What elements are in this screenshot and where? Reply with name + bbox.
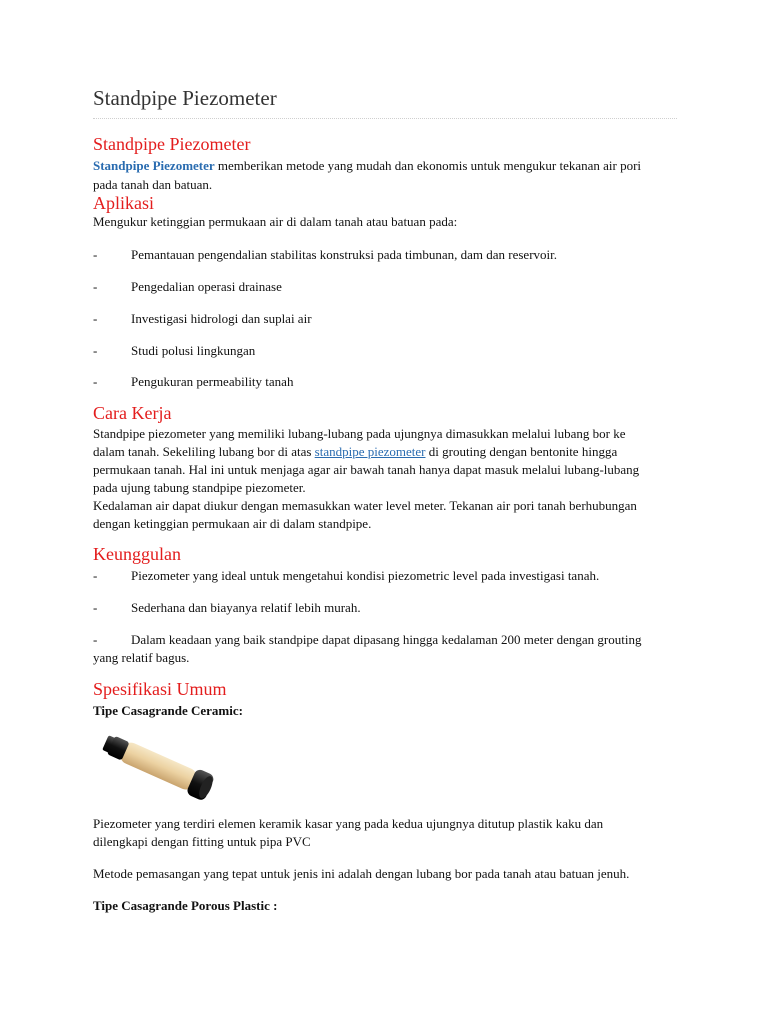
aplikasi-item: Studi polusi lingkungan [131,343,256,358]
bullet-dash: - [93,343,98,358]
bullet-dash: - [93,311,98,326]
type-casagrande-ceramic-label [93,702,673,720]
aplikasi-intro: Mengukur ketinggian permukaan air di dalam tanah atau batuan pada: [93,214,458,229]
section-heading-aplikasi: Aplikasi [93,193,154,213]
intro-line-1 [93,157,673,175]
ceramic-tube-body [117,740,199,793]
cara-kerja-line [93,443,673,461]
keunggulan-item: Dalam keadaan yang baik standpipe dapat dipasang hingga kedalaman 200 meter dengan grouting [131,632,642,647]
bullet-dash: - [93,568,98,583]
type2-label-text: Tipe Casagrande Porous Plastic : [93,898,278,913]
bullet-dash: - [93,632,98,647]
document-title: Standpipe Piezometer [93,86,277,110]
standpipe-lead-link[interactable]: Standpipe Piezometer [93,158,215,173]
section-heading-keunggulan: Keunggulan [93,544,181,564]
cara-kerja-line: pada ujung tabung standpipe piezometer. [93,480,306,495]
section-heading-cara-kerja: Cara Kerja [93,403,172,423]
aplikasi-item: Investigasi hidrologi dan suplai air [131,311,312,326]
title-divider [93,118,677,119]
aplikasi-item: Pengedalian operasi drainase [131,279,282,294]
bullet-dash: - [93,600,98,615]
type1-label-text: Tipe Casagrande Ceramic: [93,703,243,718]
bullet-dash: - [93,247,98,262]
section-heading-standpipe: Standpipe Piezometer [93,134,251,154]
intro-line-2: pada tanah dan batuan. [93,177,213,192]
intro-text: memberikan metode yang mudah dan ekonomis untuk mengukur tekanan air pori [214,158,642,173]
cara-kerja-text: di grouting dengan bentonite hingga [425,444,618,459]
keunggulan-item: Sederhana dan biayanya relatif lebih murah. [131,600,361,615]
standpipe-piezometer-link[interactable]: standpipe piezometer [314,444,426,459]
aplikasi-item: Pengukuran permeability tanah [131,374,294,389]
cara-kerja-line: dengan ketinggian permukaan air di dalam standpipe. [93,516,372,531]
keunggulan-item: Piezometer yang ideal untuk mengetahui kondisi piezometric level pada investigasi tanah. [131,568,600,583]
ceramic-description-line: Piezometer yang terdiri elemen keramik kasar yang pada kedua ujungnya ditutup plastik kaku dan [93,816,604,831]
cara-kerja-text: dalam tanah. Sekeliling lubang bor di atas [93,444,315,459]
casagrande-ceramic-piezometer-image [92,728,224,806]
type-casagrande-porous-plastic-label [93,897,673,915]
bullet-dash: - [93,374,98,389]
section-heading-spesifikasi: Spesifikasi Umum [93,679,227,699]
cara-kerja-line: Standpipe piezometer yang memiliki lubang-lubang pada ujungnya dimasukkan melalui lubang bor ke [93,426,626,441]
aplikasi-item: Pemantauan pengendalian stabilitas konstruksi pada timbunan, dam dan reservoir. [131,247,558,262]
cara-kerja-line: Kedalaman air dapat diukur dengan memasukkan water level meter. Tekanan air pori tanah berhubungan [93,498,637,513]
cara-kerja-line: permukaan tanah. Hal ini untuk menjaga agar air bawah tanah hanya dapat masuk melalui lubang-lubang [93,462,640,477]
keunggulan-item-continuation: yang relatif bagus. [93,650,190,665]
installation-method-text: Metode pemasangan yang tepat untuk jenis ini adalah dengan lubang bor pada tanah atau batuan jenuh. [93,866,630,881]
bullet-dash: - [93,279,98,294]
ceramic-description-line: dilengkapi dengan fitting untuk pipa PVC [93,834,311,849]
